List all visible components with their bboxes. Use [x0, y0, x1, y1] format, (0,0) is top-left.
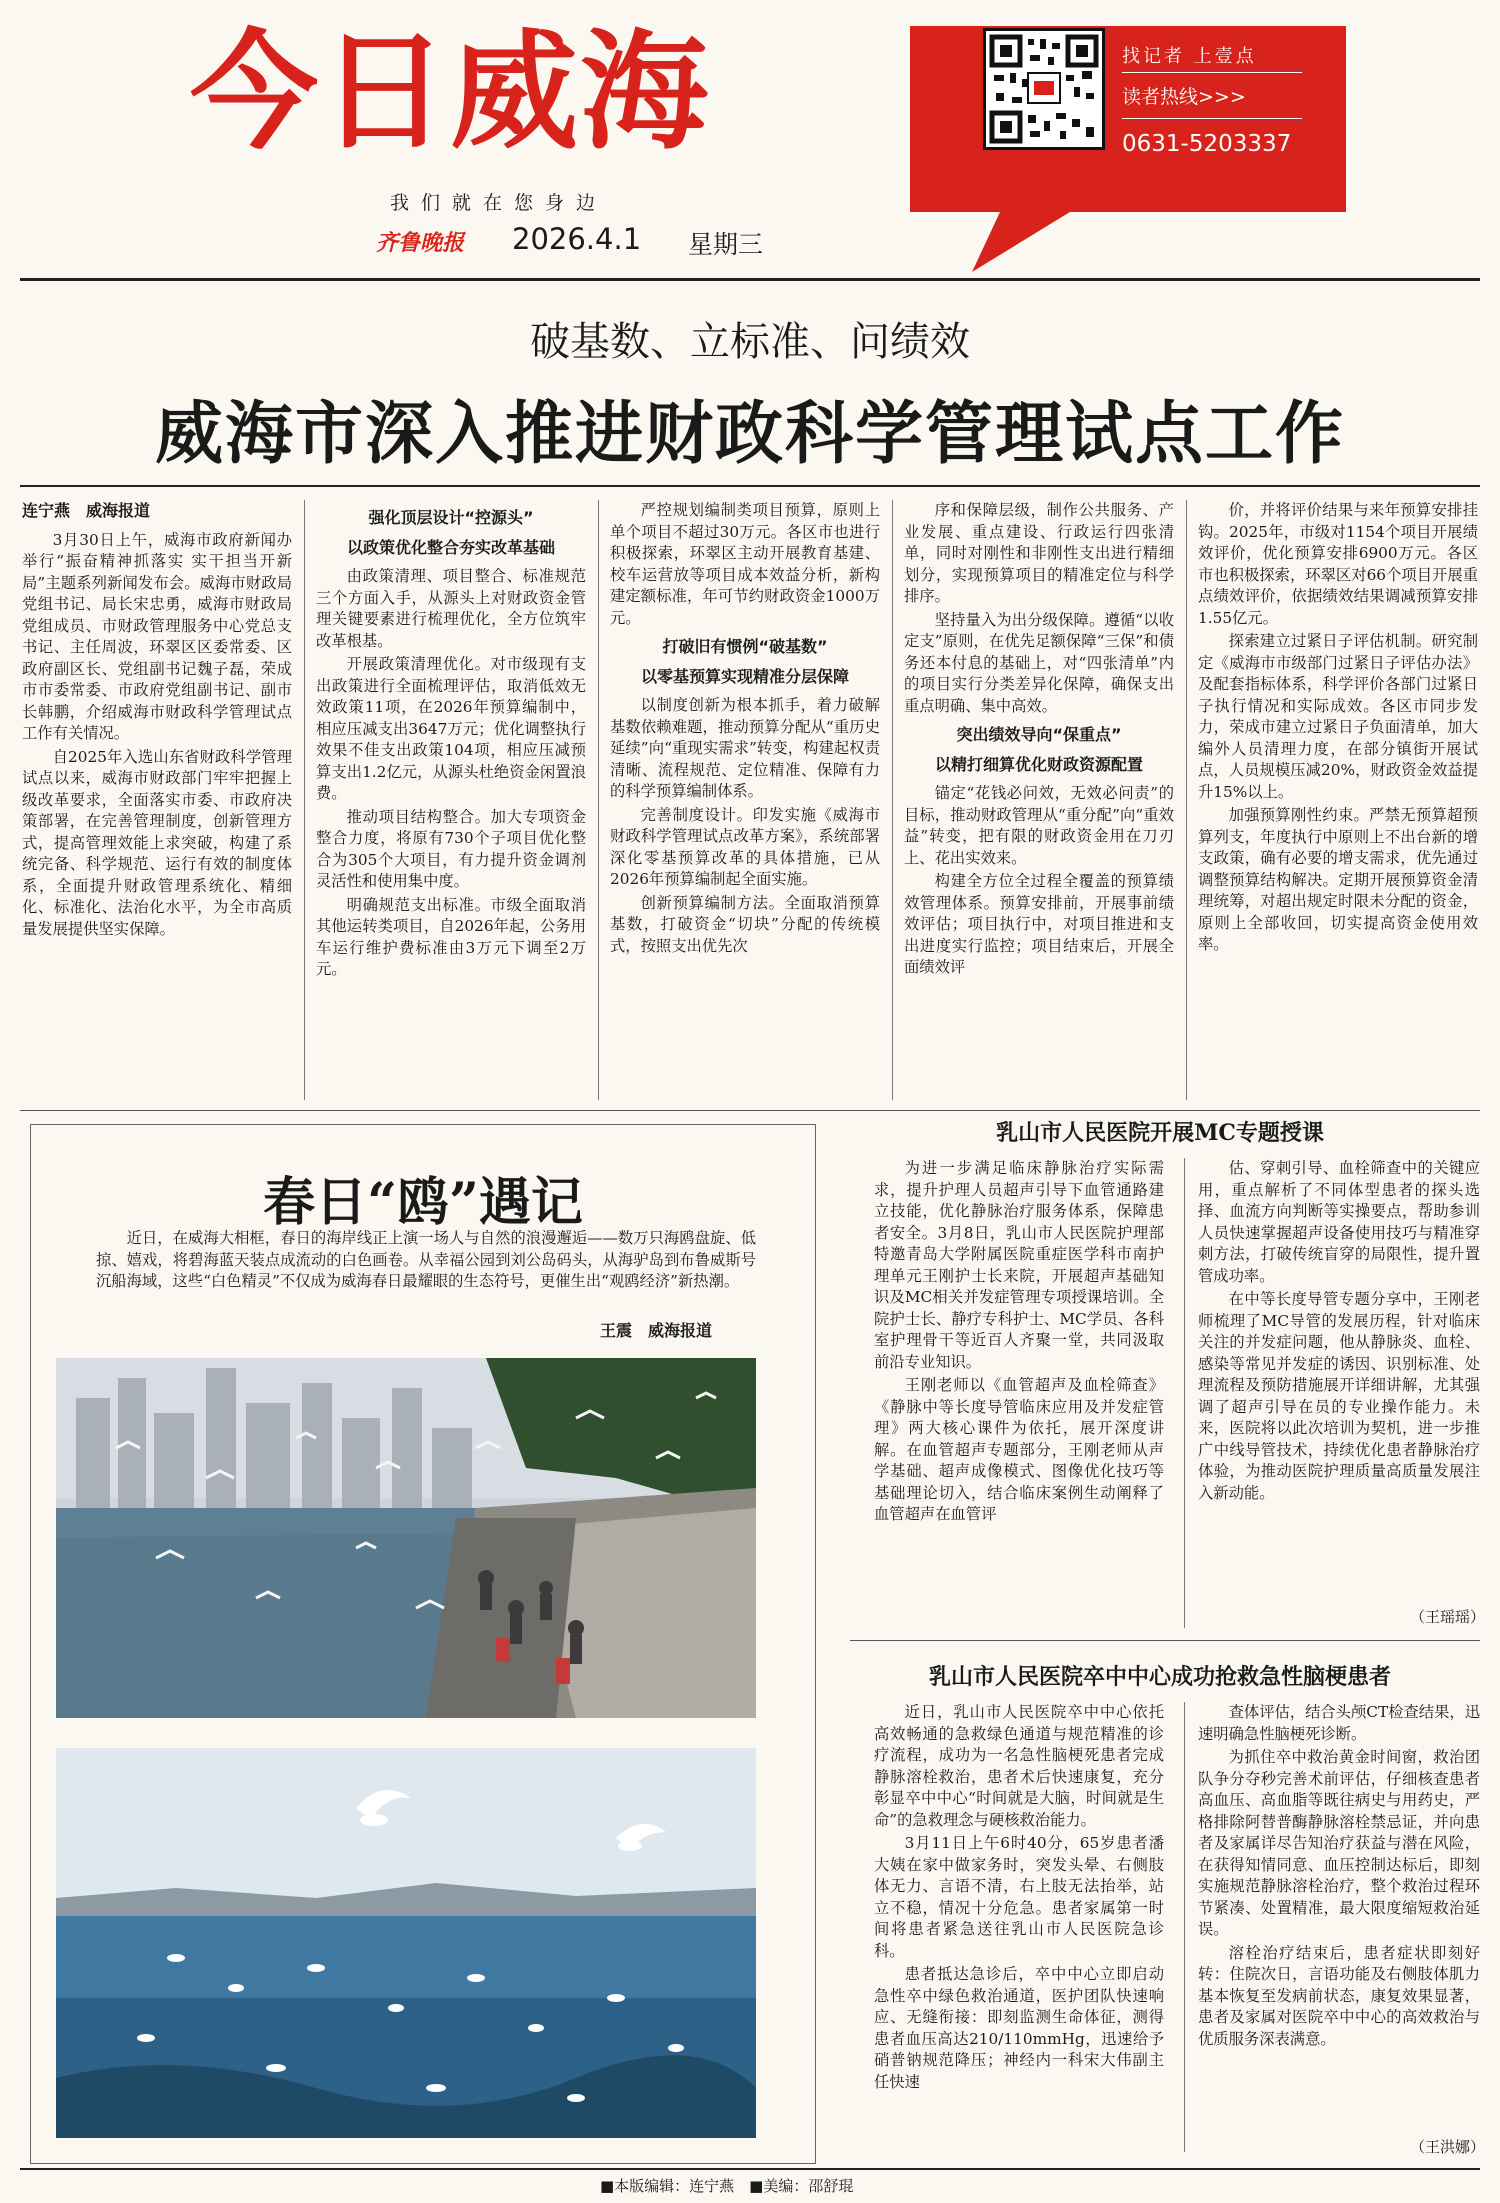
paragraph: 开展政策清理优化。对市级现有支出政策进行全面梳理评估，取消低效无效政策11项，在2026年预算编制中，相应压减支出3647万元；优化调整执行效果不佳支出政策104项，相应压减预算支出1.2亿元，从源头杜绝资金闲置浪费。: [316, 655, 586, 802]
paragraph: 患者抵达急诊后，卒中中心立即启动急性卒中绿色救治通道，医护团队快速响应、无缝衔接：即刻监测生命体征，测得患者血压高达210/110mmHg，迅速给予硝普钠规范降压；神经内一科宋大伟副主任快速: [874, 1965, 1164, 2091]
footer-editor-credit: ■本版编辑：连宁燕 ■美编：邵舒琨: [600, 2177, 854, 2195]
subheading: 以精打细算优化财政资源配置: [934, 755, 1143, 774]
paragraph: 为进一步满足临床静脉治疗实际需求，提升护理人员超声引导下血管通路建立技能，优化静脉治疗服务体系，保障患者安全。3月8日，乳山市人民医院护理部特邀青岛大学附属医院重症医学科市南护理单元王刚护士长来院，开展超声基础知识及MC相关并发症管理专项授课培训。全院护士长、静疗专科护士、MC学员、各科室护理骨干等近百人齐聚一堂，共同汲取前沿专业知识。: [874, 1159, 1164, 1371]
paragraph: 创新预算编制方法。全面取消预算基数，打破资金“切块”分配的传统模式，按照支出优先次: [610, 893, 880, 955]
lead-byline: 连宁燕 威海报道: [22, 501, 151, 520]
lead-column-2: [316, 500, 586, 983]
paragraph: 为抓住卒中救治黄金时间窗，救治团队争分夺秒完善术前评估，仔细核查患者高血压、高血脂等既往病史与用药史，严格排除阿替普酶静脉溶栓禁忌证，并向患者及家属详尽告知治疗获益与潜在风险，在获得知情同意、血压控制达标后，即刻实施规范静脉溶栓治疗，整个救治过程环节紧凑、处置精准，最大限度缩短救治延误。: [1198, 1748, 1480, 1938]
feature-title: 春日“鸥”遇记: [263, 1172, 583, 1233]
subheading: 以政策优化整合夯实改革基础: [346, 538, 555, 557]
paragraph: 近日，乳山市人民医院卒中中心依托高效畅通的急救绿色通道与规范精准的诊疗流程，成功为一名急性脑梗死患者完成静脉溶栓救治，患者术后快速康复，充分彰显卒中中心“时间就是大脑，时间就是生命”的急救理念与硬核救治能力。: [874, 1703, 1164, 1829]
paragraph: 锚定“花钱必问效，无效必问责”的目标，推动财政管理从“重分配”向“重效益”转变，把有限的财政资金用在刀刃上、花出实效来。: [904, 784, 1174, 867]
paragraph: 坚持量入为出分级保障。遵循“以收定支”原则，在优先足额保障“三保”和债务还本付息的基础上，对“四张清单”内的项目实行分类差异化保障，确保支出重点明确、集中高效。: [904, 610, 1174, 715]
seagull-promenade-photo: [56, 1358, 756, 1718]
subheading: 强化顶层设计“控源头”: [368, 508, 534, 527]
story3-column-1: [874, 1702, 1164, 2095]
paragraph: 查体评估，结合头颅CT检查结果，迅速明确急性脑梗死诊断。: [1198, 1703, 1480, 1743]
subheading: 打破旧有惯例“破基数”: [662, 637, 828, 656]
qr-code-icon[interactable]: [983, 28, 1105, 150]
reader-hotline-box: [1110, 30, 1314, 270]
story2-title: 乳山市人民医院开展MC专题授课: [996, 1120, 1324, 1146]
paragraph: 在中等长度导管专题分享中，王刚老师梳理了MC导管的发展历程，针对临床关注的并发症问题，他从静脉炎、血栓、感染等常见并发症的诱因、识别标准、处理流程及预防措施展开详细讲解，尤其强调了超声引导在员的专业操作能力。未来，医院将以此次培训为契机，进一步推广中线导管技术，持续优化患者静脉治疗体验，为推动医院护理质量高质量发展注入新动能。: [1198, 1290, 1480, 1502]
lead-headline: 威海市深入推进财政科学管理试点工作: [154, 394, 1345, 474]
paragraph: 加强预算刚性约束。严禁无预算超预算列支，年度执行中原则上不出台新的增支政策，确有必要的增支需求，优先通过调整预算结构解决。定期开展预算资金清理统筹，对超出规定时限未分配的资金，原则上全部收回，切实提高资金使用效率。: [1198, 806, 1478, 953]
story2-column-1: [874, 1158, 1164, 1528]
lead-kicker: 破基数、立标准、问绩效: [530, 319, 970, 365]
lead-column-4: [904, 500, 1174, 981]
column-divider: [598, 500, 599, 1100]
lead-column-5: [1198, 500, 1478, 958]
feature-byline: 王震 威海报道: [600, 1321, 713, 1340]
paragraph: 由政策清理、项目整合、标准规范三个方面入手，从源头上对财政资金管理关键要素进行梳理优化，全方位筑牢改革根基。: [316, 567, 586, 650]
paragraph: 推动项目结构整合。加大专项资金整合力度，将原有730个子项目优化整合为305个大项目，有力提升资金调剂灵活性和使用集中度。: [316, 807, 586, 890]
paragraph: 序和保障层级，制作公共服务、产业发展、重点建设、行政运行四张清单，同时对刚性和非刚性支出进行精细划分，实现预算项目的精准定位与科学排序。: [904, 501, 1174, 605]
story3-credit: （王洪娜）: [1410, 2138, 1486, 2156]
section-divider: [20, 1110, 1480, 1111]
column-divider: [1184, 1158, 1185, 1628]
subheading: 突出绩效导向“保重点”: [956, 725, 1122, 744]
reader-hotline-label: 读者热线>>>: [1122, 86, 1246, 108]
masthead-divider: [20, 278, 1480, 281]
lead-column-3: [610, 500, 880, 959]
paragraph: 价，并将评价结果与来年预算安排挂钩。2025年，市级对1154个项目开展绩效评价，优化预算安排6900万元。各区市也积极探索，环翠区对66个项目开展重点绩效评价，依据绩效结果调减预算安排1.55亿元。: [1198, 501, 1478, 627]
paragraph: 溶栓治疗结束后，患者症状即刻好转：住院次日，言语功能及右侧肢体肌力基本恢复至发病前状态，康复效果显著，患者及家属对医院卒中中心的高效救治与优质服务深表满意。: [1198, 1943, 1480, 2048]
story2-credit: （王瑶瑶）: [1410, 1608, 1486, 1626]
paper-name-logo: 齐鲁晚报: [376, 230, 465, 256]
masthead-slogan: 我们就在您身边: [390, 192, 608, 214]
paragraph: 估、穿刺引导、血栓筛查中的关键应用，重点解析了不同体型患者的探头选择、血流方向判断等实操要点，帮助参训人员快速掌握超声设备使用技巧与精准穿刺方法，打破传统盲穿的局限性，提升置管成功率。: [1198, 1159, 1480, 1285]
column-divider: [892, 500, 893, 1100]
feature-lead: 近日，在威海大相框，春日的海岸线正上演一场人与自然的浪漫邂逅——数万只海鸥盘旋、低掠、嬉戏，将碧海蓝天装点成流动的白色画卷。从幸福公园到刘公岛码头，从海驴岛到布鲁威斯号沉船海域，这些“白色精灵”不仅成为威海春日最耀眼的生态符号，更催生出“观鸥经济”新热潮。: [96, 1229, 756, 1290]
masthead-title: 今日威海: [190, 18, 711, 167]
issue-weekday: 星期三: [688, 230, 764, 259]
column-divider: [1186, 500, 1187, 1100]
column-divider: [304, 500, 305, 1100]
footer-divider: [20, 2168, 1480, 2170]
headline-divider: [20, 485, 1480, 487]
story3-column-2: [1198, 1702, 1480, 2052]
find-reporter-text: 找记者 上壹点: [1122, 46, 1257, 67]
paragraph: 严控规划编制类项目预算，原则上单个项目不超过30万元。各区市也进行积极探索，环翠区主动开展教育基建、校车运营放等项目成本效益分析，新构建定额标准，年可节约财政资金1000万元。: [610, 501, 880, 627]
story2-column-2: [1198, 1158, 1480, 1506]
story-divider: [850, 1640, 1480, 1641]
paragraph: 自2025年入选山东省财政科学管理试点以来，威海市财政部门牢牢把握上级改革要求，全面落实市委、市政府决策部署，在完善管理制度，创新管理方式，提高管理效能上求突破，构建了系统完备、科学规范、运行有效的制度体系，全面提升财政管理系统化、精细化、标准化、法治化水平，为全市高质量发展提供坚实保障。: [22, 747, 292, 938]
paragraph: 明确规范支出标准。市级全面取消其他运转类项目，自2026年起，公务用车运行维护费标准由3万元下调至2万元。: [316, 895, 586, 978]
reader-hotline-number[interactable]: 0631-5203337: [1122, 131, 1292, 157]
paragraph: 王刚老师以《血管超声及血栓筛查》《静脉中等长度导管临床应用及并发症管理》两大核心课件为依托，展开深度讲解。在血管超声专题部分，王刚老师从声学基础、超声成像模式、图像优化技巧等基础理论切入，结合临床案例生动阐释了血管超声在血管评: [874, 1376, 1164, 1523]
paragraph: 3月11日上午6时40分，65岁患者潘大姨在家中做家务时，突发头晕、右侧肢体无力、言语不清，右上肢无法抬举，站立不稳，情况十分危急。患者家属第一时间将患者紧急送往乳山市人民医院急诊科。: [874, 1834, 1164, 1960]
lead-column-1: [22, 500, 292, 942]
paragraph: 3月30日上午，威海市政府新闻办举行“振奋精神抓落实 实干担当开新局”主题系列新闻发布会。威海市财政局党组书记、局长宋忠勇，威海市财政局党组成员、市财政管理服务中心党总支书记、主任周波，环翠区区委常委、区政府副区长、党组副书记魏子磊，荣成市市委常委、市政府党组副书记、副市长韩鹏，介绍威海市财政科学管理试点工作有关情况。: [22, 530, 292, 742]
paragraph: 完善制度设计。印发实施《威海市财政科学管理试点改革方案》，系统部署深化零基预算改革的具体措施，已从2026年预算编制起全面实施。: [610, 805, 880, 888]
paragraph: 探索建立过紧日子评估机制。研究制定《威海市市级部门过紧日子评估办法》及配套指标体系，科学评价各部门过紧日子执行情况和实际成效。各区市同步发力，荣成市建立过紧日子负面清单，加大编外人员清理力度，在部分镇街开展试点，人员规模压减20%，财政资金效益提升15%以上。: [1198, 632, 1478, 801]
seagull-sea-photo: [56, 1748, 756, 2138]
story3-title: 乳山市人民医院卒中中心成功抢救急性脑梗患者: [928, 1664, 1391, 1690]
issue-date: 2026.4.1: [512, 222, 642, 256]
paragraph: 以制度创新为根本抓手，着力破解基数依赖难题，推动预算分配从“重历史延续”向“重现实需求”转变，构建起权责清晰、流程规范、定位精准、保障有力的科学预算编制体系。: [610, 696, 880, 800]
paragraph: 构建全方位全过程全覆盖的预算绩效管理体系。预算安排前，开展事前绩效评估；项目执行中，对项目推进和支出进度实行监控；项目结束后，开展全面绩效评: [904, 872, 1174, 976]
subheading: 以零基预算实现精准分层保障: [640, 667, 849, 686]
column-divider: [1184, 1702, 1185, 2152]
